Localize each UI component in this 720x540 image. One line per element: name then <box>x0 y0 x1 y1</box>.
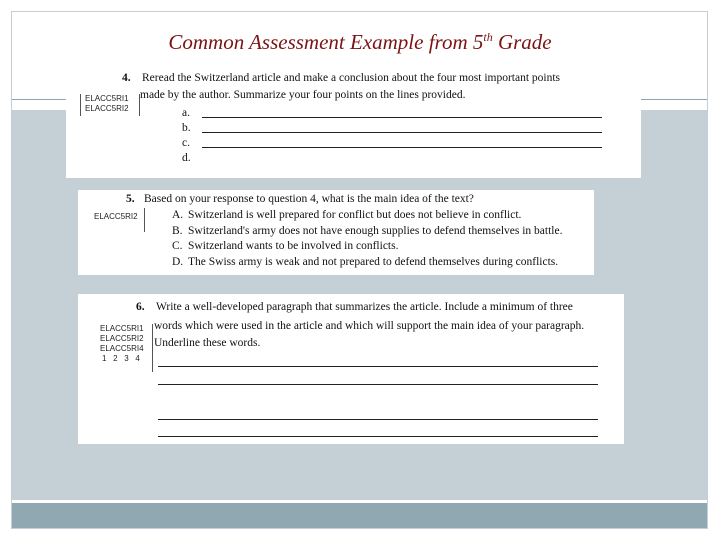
question-6-card <box>78 294 624 444</box>
question-6-prompt-line1: Write a well-developed paragraph that summarizes the article. Include a minimum of three <box>156 301 573 313</box>
standards-codes <box>80 94 140 116</box>
header-divider-left <box>12 99 67 100</box>
writing-line[interactable] <box>158 384 598 385</box>
choice-d-text[interactable]: The Swiss army is weak and not prepared to defend themselves during conflicts. <box>188 256 559 268</box>
answer-label-a: a. <box>182 107 190 119</box>
choice-b-letter: B. <box>172 225 183 237</box>
writing-line[interactable] <box>158 436 598 437</box>
answer-label-c: c. <box>182 137 190 149</box>
question-5-prompt: Based on your response to question 4, what is the main idea of the text? <box>144 193 474 205</box>
standard-code: ELACC5RI1 <box>100 324 144 333</box>
answer-label-b: b. <box>182 122 191 134</box>
header-divider-right <box>641 99 707 100</box>
question-5-number: 5. <box>126 193 135 205</box>
choice-a-letter: A. <box>172 209 184 221</box>
writing-line[interactable] <box>158 366 598 367</box>
question-6-number: 6. <box>136 301 145 313</box>
choice-b-text[interactable]: Switzerland's army does not have enough supplies to defend themselves in battle. <box>188 225 563 237</box>
answer-line-a[interactable] <box>202 117 602 118</box>
question-4-prompt-line2: made by the author. Summarize your four points on the lines provided. <box>140 89 466 101</box>
question-6-prompt-line2: words which were used in the article and which will support the main idea of your paragraph. <box>154 320 585 332</box>
standard-code: ELACC5RI1 <box>85 94 129 103</box>
writing-line[interactable] <box>158 419 598 420</box>
question-4-card <box>66 68 641 178</box>
choice-c-letter: C. <box>172 240 183 252</box>
choice-d-letter: D. <box>172 256 184 268</box>
answer-line-c[interactable] <box>202 147 602 148</box>
standard-code: ELACC5RI2 <box>100 334 144 343</box>
answer-label-d: d. <box>182 152 191 164</box>
rubric-score: 1 2 3 4 <box>102 354 140 363</box>
standards-codes <box>100 324 153 372</box>
question-5-card <box>78 190 594 275</box>
slide-title: Common Assessment Example from 5th Grade <box>168 30 552 54</box>
question-4-number: 4. <box>122 72 131 84</box>
standard-code: ELACC5RI2 <box>94 208 145 232</box>
answer-line-b[interactable] <box>202 132 602 133</box>
choice-a-text[interactable]: Switzerland is well prepared for conflict but does not believe in conflict. <box>188 209 522 221</box>
question-4-prompt-line1: Reread the Switzerland article and make a conclusion about the four most important points <box>142 72 561 84</box>
question-6-prompt-line3: Underline these words. <box>154 337 261 349</box>
footer-bar <box>12 503 707 528</box>
choice-c-text[interactable]: Switzerland wants to be involved in conflicts. <box>188 240 399 252</box>
standard-code: ELACC5RI4 <box>100 344 144 353</box>
standard-code: ELACC5RI2 <box>85 104 129 113</box>
